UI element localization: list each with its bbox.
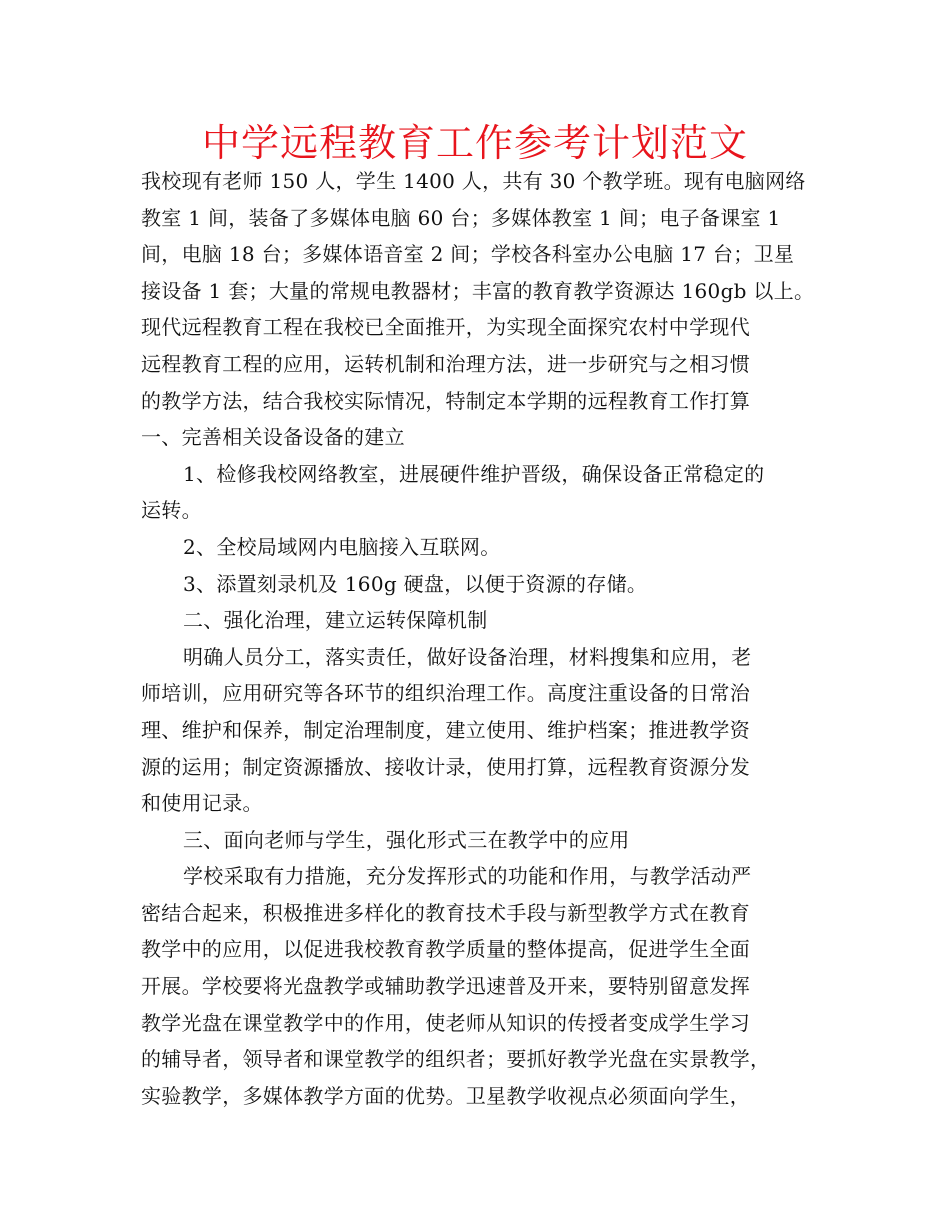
text-line: 教室 1 间，装备了多媒体电脑 60 台；多媒体教室 1 间；电子备课室 1 bbox=[141, 205, 781, 230]
text-line: 我校现有老师 150 人，学生 1400 人，共有 30 个教学班。现有电脑网络 bbox=[141, 169, 806, 193]
text-line: 实验教学，多媒体教学方面的优势。卫星教学收视点必须面向学生， bbox=[141, 1083, 750, 1108]
text-line: 远程教育工程的应用，运转机制和治理方法，进一步研究与之相习惯 bbox=[141, 351, 750, 376]
text-line: 接设备 1 套；大量的常规电教器材；丰富的教育教学资源达 160gb 以上。 bbox=[141, 278, 815, 303]
document-body bbox=[141, 163, 821, 1114]
text-line: 明确人员分工，落实责任，做好设备治理，材料搜集和应用，老 bbox=[183, 644, 752, 669]
text-line: 的教学方法，结合我校实际情况，特制定本学期的远程教育工作打算 bbox=[141, 388, 750, 413]
text-line: 密结合起来，积极推进多样化的教育技术手段与新型教学方式在教育 bbox=[141, 900, 750, 925]
text-line: 一、完善相关设备设备的建立 bbox=[141, 425, 405, 450]
text-line: 教学光盘在课堂教学中的作用，使老师从知识的传授者变成学生学习 bbox=[141, 1010, 750, 1035]
text-line: 2、全校局域网内电脑接入互联网。 bbox=[183, 534, 501, 559]
text-line: 二、强化治理，建立运转保障机制 bbox=[183, 608, 488, 633]
text-line: 三、面向老师与学生，强化形式三在教学中的应用 bbox=[183, 827, 630, 852]
text-line: 开展。学校要将光盘教学或辅助教学迅速普及开来，要特别留意发挥 bbox=[141, 974, 750, 999]
text-line: 源的运用；制定资源播放、接收计录，使用打算，远程教育资源分发 bbox=[141, 754, 750, 779]
text-line: 1、检修我校网络教室，进展硬件维护晋级，确保设备正常稳定的 bbox=[183, 461, 765, 486]
text-line: 3、添置刻录机及 160g 硬盘，以便于资源的存储。 bbox=[183, 571, 648, 596]
text-line: 和使用记录。 bbox=[141, 791, 263, 816]
text-line: 师培训，应用研究等各环节的组织治理工作。高度注重设备的日常治 bbox=[141, 681, 750, 706]
text-line: 现代远程教育工程在我校已全面推开，为实现全面探究农村中学现代 bbox=[141, 315, 750, 340]
text-line: 教学中的应用，以促进我校教育教学质量的整体提高，促进学生全面 bbox=[141, 937, 750, 962]
text-line: 间，电脑 18 台；多媒体语音室 2 间；学校各科室办公电脑 17 台；卫星 bbox=[141, 242, 795, 267]
text-line: 学校采取有力措施，充分发挥形式的功能和作用，与教学活动严 bbox=[183, 864, 752, 889]
text-line: 运转。 bbox=[141, 498, 202, 523]
text-line: 的辅导者，领导者和课堂教学的组织者；要抓好教学光盘在实景教学， bbox=[141, 1047, 771, 1072]
text-line: 理、维护和保养，制定治理制度，建立使用、维护档案；推进教学资 bbox=[141, 717, 750, 742]
document-title: 中学远程教育工作参考计划范文 bbox=[201, 121, 748, 165]
